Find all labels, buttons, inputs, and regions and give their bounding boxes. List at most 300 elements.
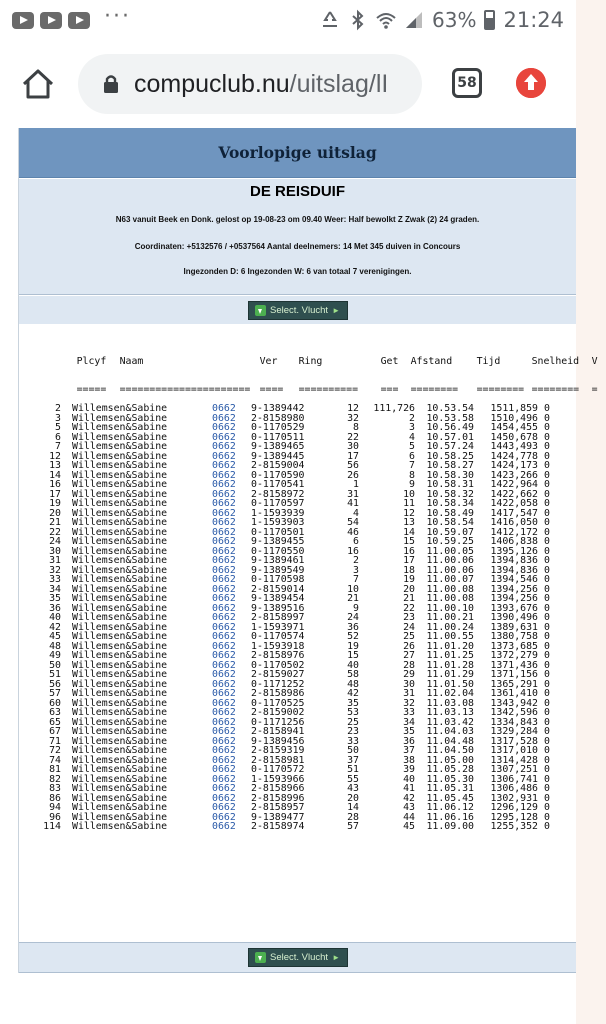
cell-v: 0: [544, 460, 550, 471]
header-tijd: Tijd: [476, 355, 501, 367]
cell-plcyf: 67: [49, 726, 61, 737]
cell-snelheid: 1412,172: [490, 526, 538, 538]
youtube-notification-icon: [40, 12, 62, 29]
cell-ver[interactable]: 0662: [212, 678, 236, 690]
cell-snelheid: 1296,129: [490, 802, 538, 813]
cell-afstand: 39: [403, 764, 415, 775]
cell-ver[interactable]: 0662: [212, 517, 236, 528]
cell-afstand: 31: [403, 688, 415, 699]
select-flight-label: Select. Vlucht: [269, 304, 329, 316]
cell-naam: Willemsen&Sabine: [72, 498, 168, 509]
cell-snelheid: 1295,128: [490, 811, 538, 823]
cell-ver[interactable]: 0662: [212, 612, 236, 623]
cell-naam: Willemsen&Sabine: [72, 583, 168, 595]
cell-ver[interactable]: 0662: [212, 735, 236, 747]
cell-plcyf: 3: [55, 412, 61, 424]
cell-ring: 0-1170550: [251, 545, 305, 557]
cell-ring: 2-8159319: [251, 745, 305, 756]
cell-snelheid: 1394,836: [490, 564, 538, 576]
cell-ring: 2-8158986: [251, 688, 305, 699]
cell-ver[interactable]: 0662: [212, 450, 236, 462]
cell-v: 0: [544, 707, 550, 718]
cell-ver[interactable]: 0662: [212, 498, 236, 509]
cell-snelheid: 1343,942: [490, 697, 538, 709]
select-flight-button[interactable]: [248, 948, 348, 967]
cell-get: 2: [353, 555, 359, 566]
cell-afstand: 23: [403, 612, 415, 623]
cell-get: 52: [347, 631, 359, 642]
cell-tijd: 10.58.31: [426, 479, 474, 490]
cell-tijd: 10.58.27: [426, 460, 474, 471]
cell-ver[interactable]: 0662: [212, 640, 236, 652]
update-icon[interactable]: [516, 68, 546, 98]
cell-snelheid: 1416,050: [490, 517, 538, 528]
cell-naam: Willemsen&Sabine: [72, 488, 168, 500]
cell-v: 0: [544, 412, 550, 424]
cell-tijd: 11.06.16: [426, 811, 474, 823]
table-row: [27, 822, 606, 832]
browser-toolbar: [0, 40, 576, 128]
cell-afstand: 37: [403, 745, 415, 756]
cell-tijd: 10.57.24: [426, 441, 474, 452]
cell-ver[interactable]: 0662: [212, 403, 236, 414]
cell-get: 28: [347, 811, 359, 823]
cell-tijd: 10.53.58: [426, 412, 474, 424]
cell-snelheid: 1443,493: [490, 441, 538, 452]
cell-ver[interactable]: 0662: [212, 422, 236, 433]
cell-ring: 0-1170511: [251, 431, 305, 443]
cell-ver[interactable]: 0662: [212, 697, 236, 709]
cell-plcyf: 12: [49, 450, 61, 462]
cell-ver[interactable]: 0662: [212, 726, 236, 737]
underline-snelheid: ========: [531, 384, 580, 395]
cell-naam: Willemsen&Sabine: [72, 773, 168, 785]
cell-tijd: 11.01.29: [426, 669, 474, 680]
cell-plcyf: 45: [49, 631, 61, 642]
cell-snelheid: 1306,741: [490, 773, 538, 785]
cell-ring: 9-1389461: [251, 555, 305, 566]
cell-afstand: 44: [403, 811, 415, 823]
cell-ring: 0-1170572: [251, 764, 305, 775]
cell-plcyf: 51: [49, 669, 61, 680]
cell-naam: Willemsen&Sabine: [72, 811, 168, 823]
cell-naam: Willemsen&Sabine: [72, 574, 168, 585]
header-v: V: [591, 355, 598, 367]
cell-plcyf: 48: [49, 640, 61, 652]
cell-ver[interactable]: 0662: [212, 602, 236, 614]
underline-plcyf: =====: [76, 384, 107, 395]
cell-snelheid: 1406,838: [490, 536, 538, 547]
cell-snelheid: 1424,173: [490, 460, 538, 471]
cell-ver[interactable]: 0662: [212, 593, 236, 604]
cell-ver[interactable]: 0662: [212, 773, 236, 785]
cell-v: 0: [544, 526, 550, 538]
cell-ring: 1-1593966: [251, 773, 305, 785]
cell-ver[interactable]: 0662: [212, 669, 236, 680]
cell-ver[interactable]: 0662: [212, 811, 236, 823]
cell-v: 0: [544, 602, 550, 614]
cell-ring: 0-1170590: [251, 469, 305, 481]
header-plcyf: Plcyf: [76, 355, 107, 367]
cell-snelheid: 1422,662: [490, 488, 538, 500]
cell-tijd: 11.09.00: [426, 821, 474, 832]
cell-tijd: 11.06.12: [426, 802, 474, 813]
cell-tijd: 11.05.45: [426, 792, 474, 804]
cell-ring: 2-8158974: [251, 821, 305, 832]
cell-plcyf: 33: [49, 574, 61, 585]
cell-ver[interactable]: 0662: [212, 745, 236, 756]
cell-v: 0: [544, 745, 550, 756]
cell-plcyf: 7: [55, 441, 61, 452]
cell-ver[interactable]: 0662: [212, 460, 236, 471]
cell-v: 0: [544, 555, 550, 566]
cell-naam: Willemsen&Sabine: [72, 555, 168, 566]
cell-ver[interactable]: 0662: [212, 564, 236, 576]
cell-v: 0: [544, 802, 550, 813]
cell-plcyf: 34: [49, 583, 61, 595]
cell-ver[interactable]: 0662: [212, 479, 236, 490]
cell-v: 0: [544, 726, 550, 737]
lock-icon: [100, 73, 122, 95]
cell-ver[interactable]: 0662: [212, 545, 236, 557]
cell-get: 9: [353, 602, 359, 614]
cell-ver[interactable]: 0662: [212, 716, 236, 728]
cell-tijd: 11.03.42: [426, 716, 474, 728]
cell-get: 57: [347, 821, 359, 832]
cell-ring: 1-1593971: [251, 621, 305, 633]
cell-ring: 9-1389442: [251, 403, 305, 414]
cell-v: 0: [544, 669, 550, 680]
cell-naam: Willemsen&Sabine: [72, 479, 168, 490]
cell-ring: 0-1170529: [251, 422, 305, 433]
cell-v: 0: [544, 697, 550, 709]
cell-get: 17: [347, 450, 359, 462]
cell-get: 30: [347, 441, 359, 452]
cell-naam: Willemsen&Sabine: [72, 441, 168, 452]
cell-naam: Willemsen&Sabine: [72, 612, 168, 623]
cell-ver[interactable]: 0662: [212, 764, 236, 775]
cell-naam: Willemsen&Sabine: [72, 469, 168, 481]
results-text: [27, 328, 606, 832]
cell-plcyf: 17: [49, 488, 61, 500]
cell-ver[interactable]: 0662: [212, 431, 236, 443]
cell-naam: Willemsen&Sabine: [72, 669, 168, 680]
header-naam: Naam: [119, 355, 144, 367]
cell-afstand: 13: [403, 517, 415, 528]
cell-ring: 0-1171256: [251, 716, 305, 728]
cell-snelheid: 1371,436: [490, 659, 538, 671]
cell-tijd: 10.58.25: [426, 450, 474, 462]
cell-tijd: 11.00.06: [426, 555, 474, 566]
cell-tijd: 11.01.25: [426, 650, 474, 661]
cell-ring: 2-8159027: [251, 669, 305, 680]
cell-plcyf: 96: [49, 811, 61, 823]
cell-afstand: 43: [403, 802, 415, 813]
cell-plcyf: 72: [49, 745, 61, 756]
cell-naam: Willemsen&Sabine: [72, 802, 168, 813]
cell-ver[interactable]: 0662: [212, 507, 236, 519]
cell-ver[interactable]: 0662: [212, 631, 236, 642]
cell-snelheid: 1314,428: [490, 754, 538, 766]
cell-plcyf: 31: [49, 555, 61, 566]
cell-naam: Willemsen&Sabine: [72, 792, 168, 804]
cell-snelheid: 1307,251: [490, 764, 538, 775]
address-bar[interactable]: [78, 54, 422, 114]
cell-snelheid: 1395,126: [490, 545, 538, 557]
cell-tijd: 11.01.20: [426, 640, 474, 652]
cell-tijd: 11.00.07: [426, 574, 474, 585]
cell-plcyf: 63: [49, 707, 61, 718]
cell-plcyf: 32: [49, 564, 61, 576]
cell-plcyf: 49: [49, 650, 61, 661]
cell-tijd: 10.58.32: [426, 488, 474, 500]
cell-v: 0: [544, 479, 550, 490]
cell-plcyf: 36: [49, 602, 61, 614]
select-flight-button[interactable]: [248, 301, 348, 320]
cell-ver[interactable]: 0662: [212, 707, 236, 718]
cell-naam: Willemsen&Sabine: [72, 754, 168, 766]
cell-afstand: 25: [403, 631, 415, 642]
cell-get: 8: [353, 422, 359, 433]
cell-ver[interactable]: 0662: [212, 659, 236, 671]
cell-naam: Willemsen&Sabine: [72, 735, 168, 747]
cell-plcyf: 2: [55, 403, 61, 414]
cell-v: 0: [544, 754, 550, 766]
recycle-icon: [320, 10, 340, 30]
header-get: Get: [380, 355, 399, 367]
cell-v: 0: [544, 574, 550, 585]
cell-ver[interactable]: 0662: [212, 412, 236, 424]
cell-naam: Willemsen&Sabine: [72, 564, 168, 576]
cell-afstand: 30: [403, 678, 415, 690]
cell-plcyf: 65: [49, 716, 61, 728]
cell-plcyf: 56: [49, 678, 61, 690]
cell-tijd: 10.59.07: [426, 526, 474, 538]
cell-v: 0: [544, 792, 550, 804]
cell-get: 35: [347, 697, 359, 709]
cell-naam: Willemsen&Sabine: [72, 631, 168, 642]
cell-snelheid: 1317,010: [490, 745, 538, 756]
cell-plcyf: 21: [49, 517, 61, 528]
cell-ver[interactable]: 0662: [212, 536, 236, 547]
cell-snelheid: 1306,486: [490, 783, 538, 794]
cell-ring: 1-1593918: [251, 640, 305, 652]
youtube-notification-icon: [12, 12, 34, 29]
battery-percentage: 63%: [432, 8, 477, 32]
cell-snelheid: 1365,291: [490, 678, 538, 690]
cell-afstand: 5: [409, 441, 415, 452]
underline-ver: ====: [259, 384, 284, 395]
cell-ring: 0-1170574: [251, 631, 305, 642]
cell-v: 0: [544, 403, 550, 414]
cell-get: 24: [347, 612, 359, 623]
status-bar: [0, 0, 576, 40]
cell-tijd: 10.58.54: [426, 517, 474, 528]
cell-ring: 2-8158996: [251, 792, 305, 804]
cell-plcyf: 71: [49, 735, 61, 747]
cell-tijd: 10.57.01: [426, 431, 474, 443]
cell-naam: Willemsen&Sabine: [72, 764, 168, 775]
cell-naam: Willemsen&Sabine: [72, 783, 168, 794]
table-header: [27, 347, 606, 367]
cell-naam: Willemsen&Sabine: [72, 507, 168, 519]
cell-plcyf: 74: [49, 754, 61, 766]
url-text: compuclub.nu/uitslag/lI: [134, 69, 389, 98]
cell-naam: Willemsen&Sabine: [72, 716, 168, 728]
cell-ver[interactable]: 0662: [212, 792, 236, 804]
cell-tijd: 11.02.04: [426, 688, 474, 699]
cell-tijd: 11.04.03: [426, 726, 474, 737]
cell-snelheid: 1511,859: [490, 403, 538, 414]
cell-afstand: 3: [409, 422, 415, 433]
cell-ver[interactable]: 0662: [212, 821, 236, 832]
cell-afstand: 17: [403, 555, 415, 566]
cell-plcyf: 40: [49, 612, 61, 623]
cell-plcyf: 83: [49, 783, 61, 794]
cell-get: 32: [347, 412, 359, 424]
cell-ver[interactable]: 0662: [212, 469, 236, 481]
cell-plcyf: 6: [55, 431, 61, 443]
cell-get: 25: [347, 716, 359, 728]
cell-afstand: 8: [409, 469, 415, 481]
cell-afstand: 7: [409, 460, 415, 471]
cell-ver[interactable]: 0662: [212, 754, 236, 766]
cell-naam: Willemsen&Sabine: [72, 602, 168, 614]
cell-plcyf: 50: [49, 659, 61, 671]
cell-ver[interactable]: 0662: [212, 783, 236, 794]
cell-ver[interactable]: 0662: [212, 574, 236, 585]
cell-get: 40: [347, 659, 359, 671]
cell-ring: 0-1171252: [251, 678, 305, 690]
tab-count: 58: [457, 75, 477, 91]
cell-v: 0: [544, 821, 550, 832]
cell-ver[interactable]: 0662: [212, 621, 236, 633]
cell-get: 6: [353, 536, 359, 547]
cell-v: 0: [544, 640, 550, 652]
cell-afstand: 38: [403, 754, 415, 766]
cell-afstand: 22: [403, 602, 415, 614]
cell-snelheid: 1380,758: [490, 631, 538, 642]
home-icon[interactable]: [20, 66, 56, 102]
cell-v: 0: [544, 507, 550, 519]
cell-snelheid: 1361,410: [490, 688, 538, 699]
cell-get: 55: [347, 773, 359, 785]
header-afstand: Afstand: [410, 355, 453, 367]
cell-ring: 2-8158957: [251, 802, 305, 813]
cell-afstand: 15: [403, 536, 415, 547]
cell-v: 0: [544, 593, 550, 604]
cell-snelheid: 1422,058: [490, 498, 538, 509]
header-ring: Ring: [298, 355, 323, 367]
cell-ver[interactable]: 0662: [212, 488, 236, 500]
cell-ring: 9-1389516: [251, 602, 305, 614]
cell-snelheid: 1510,496: [490, 412, 538, 424]
club-name: DE REISDUIF: [249, 183, 345, 200]
cell-get: 1: [353, 479, 359, 490]
cell-plcyf: 94: [49, 802, 61, 813]
cell-ring: 2-8158980: [251, 412, 305, 424]
table-header-underline: [27, 376, 606, 395]
cell-snelheid: 1394,546: [490, 574, 538, 585]
cell-ring: 2-8158941: [251, 726, 305, 737]
cell-afstand: 12: [403, 507, 415, 519]
cell-naam: Willemsen&Sabine: [72, 450, 168, 462]
underline-get: ===: [380, 384, 399, 395]
cell-ver[interactable]: 0662: [212, 555, 236, 566]
cell-ring: 9-1389454: [251, 593, 305, 604]
cell-snelheid: 1371,156: [490, 669, 538, 680]
cell-tijd: 11.00.08: [426, 583, 474, 595]
cell-snelheid: 1424,778: [490, 450, 538, 462]
cell-afstand: 45: [403, 821, 415, 832]
page-left-margin: [0, 128, 19, 973]
cell-afstand: 20: [403, 583, 415, 595]
cell-ring: 1-1593903: [251, 517, 305, 528]
results-header: [19, 128, 576, 178]
cell-get: 53: [347, 707, 359, 718]
cell-v: 0: [544, 612, 550, 623]
tab-switcher-button[interactable]: [452, 68, 482, 98]
cell-ver[interactable]: 0662: [212, 802, 236, 813]
cell-plcyf: 35: [49, 593, 61, 604]
cell-snelheid: 1454,455: [490, 422, 538, 433]
cell-naam: Willemsen&Sabine: [72, 688, 168, 699]
cell-v: 0: [544, 773, 550, 785]
cell-get: 42: [347, 688, 359, 699]
cell-snelheid: 1390,496: [490, 612, 538, 623]
cell-snelheid: 1329,284: [490, 726, 538, 737]
cell-ver[interactable]: 0662: [212, 650, 236, 661]
cell-afstand: 40: [403, 773, 415, 785]
cell-afstand: 6: [409, 450, 415, 462]
download-icon: [255, 305, 266, 316]
cell-tijd: 11.03.13: [426, 707, 474, 718]
cell-plcyf: 13: [49, 460, 61, 471]
cell-ver[interactable]: 0662: [212, 526, 236, 538]
cell-snelheid: 1334,843: [490, 716, 538, 728]
cell-tijd: 11.00.24: [426, 621, 474, 633]
bluetooth-icon: [348, 10, 368, 30]
cell-tijd: 11.00.10: [426, 602, 474, 614]
flight-coordinates: Coordinaten: +5132576 / +0537564 Aantal deelnemers: 14 Met 345 duiven in Concours: [134, 242, 461, 251]
cell-get: 20: [347, 792, 359, 804]
cell-tijd: 11.05.31: [426, 783, 474, 794]
cell-ver[interactable]: 0662: [212, 688, 236, 699]
cell-naam: Willemsen&Sabine: [72, 545, 168, 557]
cell-naam: Willemsen&Sabine: [72, 650, 168, 661]
cell-naam: Willemsen&Sabine: [72, 697, 168, 709]
cell-tijd: 11.05.30: [426, 773, 474, 785]
cell-get: 10: [347, 583, 359, 595]
cell-v: 0: [544, 621, 550, 633]
cell-v: 0: [544, 431, 550, 443]
cell-afstand: 32: [403, 697, 415, 709]
cell-v: 0: [544, 450, 550, 462]
cell-v: 0: [544, 488, 550, 500]
cell-get: 26: [347, 469, 359, 481]
cell-afstand: 16: [403, 545, 415, 557]
cell-ver[interactable]: 0662: [212, 441, 236, 452]
cell-ring: 9-1389455: [251, 536, 305, 547]
cell-ver[interactable]: 0662: [212, 583, 236, 595]
cell-get: 19: [347, 640, 359, 652]
cell-plcyf: 82: [49, 773, 61, 785]
cell-ring: 2-8159014: [251, 583, 305, 595]
cell-tijd: 11.00.05: [426, 545, 474, 557]
cell-plcyf: 114: [43, 821, 61, 832]
cell-get: 54: [347, 517, 359, 528]
cell-get: 4: [353, 507, 359, 519]
